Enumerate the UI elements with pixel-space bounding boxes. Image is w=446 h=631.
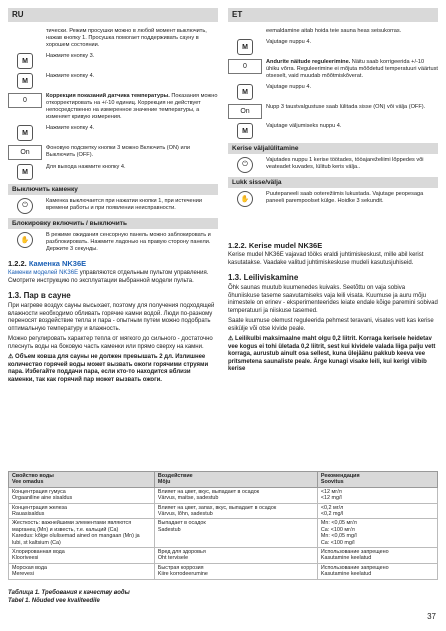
ru-intro-row [8,28,218,49]
ru-model-paragraph: Каменки моделей NK36E управляются отдельным пультом управления. Смотрите инструкцию по эксплуатации выбранной модели пульта. [8,270,209,284]
page-number: 37 [427,612,436,621]
ru-steam-p2: Можно регулировать характер тепла от мягкого до сильного - достаточно плеснуть воды на боковую часть каменки или прямо сверху на камни. [8,336,213,350]
et-section-lock: Lukk sisse/välja [228,177,438,188]
table-header: Рекомендация Soovitus [317,472,437,488]
table-row: Морская вода Merevesi Быстрая коррозия Kiire korrodeerumine Использование запрещено Kasutamine keelatud [9,563,438,579]
ru-correction-text: Показания можно откорректировать на +/-10 единиц. Коррекция не действует непосредственно на измеренное значение температуры, а изменяет кривую измерения. [46,93,218,120]
menu-button-icon: M [17,73,33,89]
display-value-on: On [228,104,262,119]
table-header: Воздействие Mõju [154,472,317,488]
et-lock-text: Puutepaneeli saab ooterežiimis lukustada. Vajutage peopesaga paneeli parempoolset külge. Hoidke 3 sekundit. [266,191,424,204]
ru-steam-p1: При нагреве воздух сауны высыхает, поэтому для получения подходящей влажности необходимо обливать горячие камни водой. Люди по-разному переносят воздействие тепла и пара - опытным путем можно подобрать оптимальную температуру и влажность. [8,303,215,332]
menu-button-icon: M [17,125,33,141]
et-steam-p2: Saate kuumuse olemust reguleerida pehmest teravani, visates vett kas kerise esikülje või otse kivide peale. [228,318,434,332]
ru-press-4b: Нажмите кнопку 4. [46,125,95,131]
display-value-on: On [8,145,42,160]
ru-exit: Для выхода нажмите кнопку 4. [46,164,126,170]
lang-tab-et: ET [228,8,438,22]
menu-button-icon: M [237,84,253,100]
table-row: Концентрация гумуса Orgaaniline aine sisaldus Влияет на цвет, вкус, выпадает в осадок Värvus, maitse, sadestub <12 мг/л <12 mg/l [9,487,438,503]
power-icon: ⏻ [17,198,33,214]
table-header-row [9,472,438,488]
ru-press-4: Нажмите кнопку 4. [46,73,95,79]
et-exit: Vajutage väljumiseks nuppu 4. [266,123,342,129]
menu-button-icon: M [17,164,33,180]
table-row: Хлорированная вода Klooriveesi Вред для здоровья Oht tervisele Использование запрещено Kasutamine keelatud [9,548,438,564]
et-stone-text: Vajutades nuppu 1 kerise töötades, tööajareželiimi lõppedes või veateadet kuvades, lülitub keris välja.. [266,157,424,170]
ru-stone-text: Каменка выключается при нажатии кнопки 1, при истечении времени работы и при появлении неисправности. [46,198,202,211]
ru-press-3: Нажмите кнопку 3. [46,53,95,59]
warning-icon: ⚠ [228,336,236,342]
et-heading-model: 1.2.2. Kerise mudel NK36E [228,241,323,250]
lang-tab-ru: RU [8,8,218,22]
et-section-stone-off: Kerise väljalülitamine [228,143,438,154]
display-value-zero: 0 [228,59,262,74]
warning-icon: ⚠ [8,354,16,360]
et-press-3: Vajutage nuppu 4. [266,39,311,45]
et-steam-p1: Õhk saunas muutub kuumenedes kuivaks. Seetõttu on vaja sobiva õhuniiskuse taseme saavutamiseks vaja leili visata. Kuumuse ja auru mõju inimestele on erinev - eksperimenteerides leiate endale kõige paremini sobivad temperatuuri ja niiskuse tasemed. [228,285,438,314]
power-icon: ⏻ [237,157,253,173]
et-intro-text: eemaldamine aitab hoida teie sauna heas seisukorras. [266,28,402,34]
hand-lock-icon: ✋ [17,232,33,248]
ru-backlight: Фоновую подсветку кнопки 3 можно Включить (ON) или Выключить (OFF). [46,145,190,158]
menu-button-icon: M [237,39,253,55]
et-heading-steam: 1.3. Leiliviskamine [228,273,299,282]
et-correction-text: Näitu saab korrigeerida +/-10 ühiku võrra. Reguleerimine ei mõjuta mõõdetud temperatuuri väärtust otseselt, vaid muudab mõõtmiskõverat. [266,59,438,79]
ru-warning: ⚠ Объем ковша для сауны не должен превышать 2 дл. Излишнее количество горячей воды может вызвать ожоги горячими струями пара. Избегайте поддачи пара, если кто-то находится вблизи каменки, так как горячий пар может вызвать ожоги. [8,354,209,383]
table-row: Концентрация железа Rauasisaldus Влияет на цвет, запах, вкус, выпадает в осадок Värvus, lõhn, sadestub <0,2 мг/л <0,2 mg/l [9,503,438,519]
ru-heading-model: 1.2.2. Каменка NK36E [8,259,87,268]
et-backlight: Nupp 3 taustvalgustuse saab lülitada sisse (ON) või välja (OFF). [266,104,426,110]
ru-lock-text: В режиме ожидания сенсорную панель можно заблокировать и разблокировать. Нажмите ладонью на правую сторону панели. Держите 3 секунды. [46,232,211,252]
hand-lock-icon: ✋ [237,191,253,207]
display-value-zero: 0 [8,93,42,108]
table-caption: Таблица 1. Требования к качеству воды Tabel 1. Nõuded vee kvaliteedile [8,590,130,604]
table-header: Свойство воды Vee omadus [9,472,155,488]
ru-correction-title: Коррекция показаний датчика температуры. [46,93,170,99]
et-model-paragraph: Kerise mudel NK36E vajavad tööks eraldi juhtimiskeskust, mille abil kerist kasutatakse. Vaadake valitud juhtimiskeskuse mudeli kasutusjuhiseid. [228,252,424,266]
menu-button-icon: M [17,53,33,69]
et-correction-title: Andurite näitude reguleerimine. [266,59,351,65]
ru-section-stone-off: Выключить каменку [8,184,218,195]
ru-section-lock: Блокировку включить / выключить [8,218,218,229]
et-press-4: Vajutage nuppu 4. [266,84,311,90]
et-warning: ⚠ Leilikulbi maksimaalne maht olgu 0,2 liitrit. Korraga kerisele heidetav vee kogus ei tohi ületada 0,2 liitrit, sest kui kividele valada liiga palju vett korraga, aurustub ainult osa sellest, kuna ülejäänu pakkub keeva vee pritsmetena saunaliste peale. Ärge kunagi visake leili, kui kerigi viibib kerise [228,336,436,372]
ru-heading-steam: 1.3. Пар в сауне [8,291,71,300]
table-row: Жесткость: важнейшими элементами являются марганец (Mn) и известь, т.е. кальций (Ca) Karedus: kõige olulisemad ained on mangaan (Mn) ja lubi, st kaltsium (Ca) Выпадает в осадок Sadestub Mn: <0,05 мг/л Ca: <100 мг/л Mn: <0,05 mg/l Ca: <100 mg/l [9,519,438,548]
menu-button-icon: M [237,123,253,139]
column-ru [8,28,218,390]
water-quality-table [8,471,438,580]
ru-intro-text: тически. Режим просушки можно в любой момент выключить, нажав кнопку 1. Просушка помогает поддерживать сауну в хорошем состоянии. [46,28,207,48]
column-et [228,28,438,380]
